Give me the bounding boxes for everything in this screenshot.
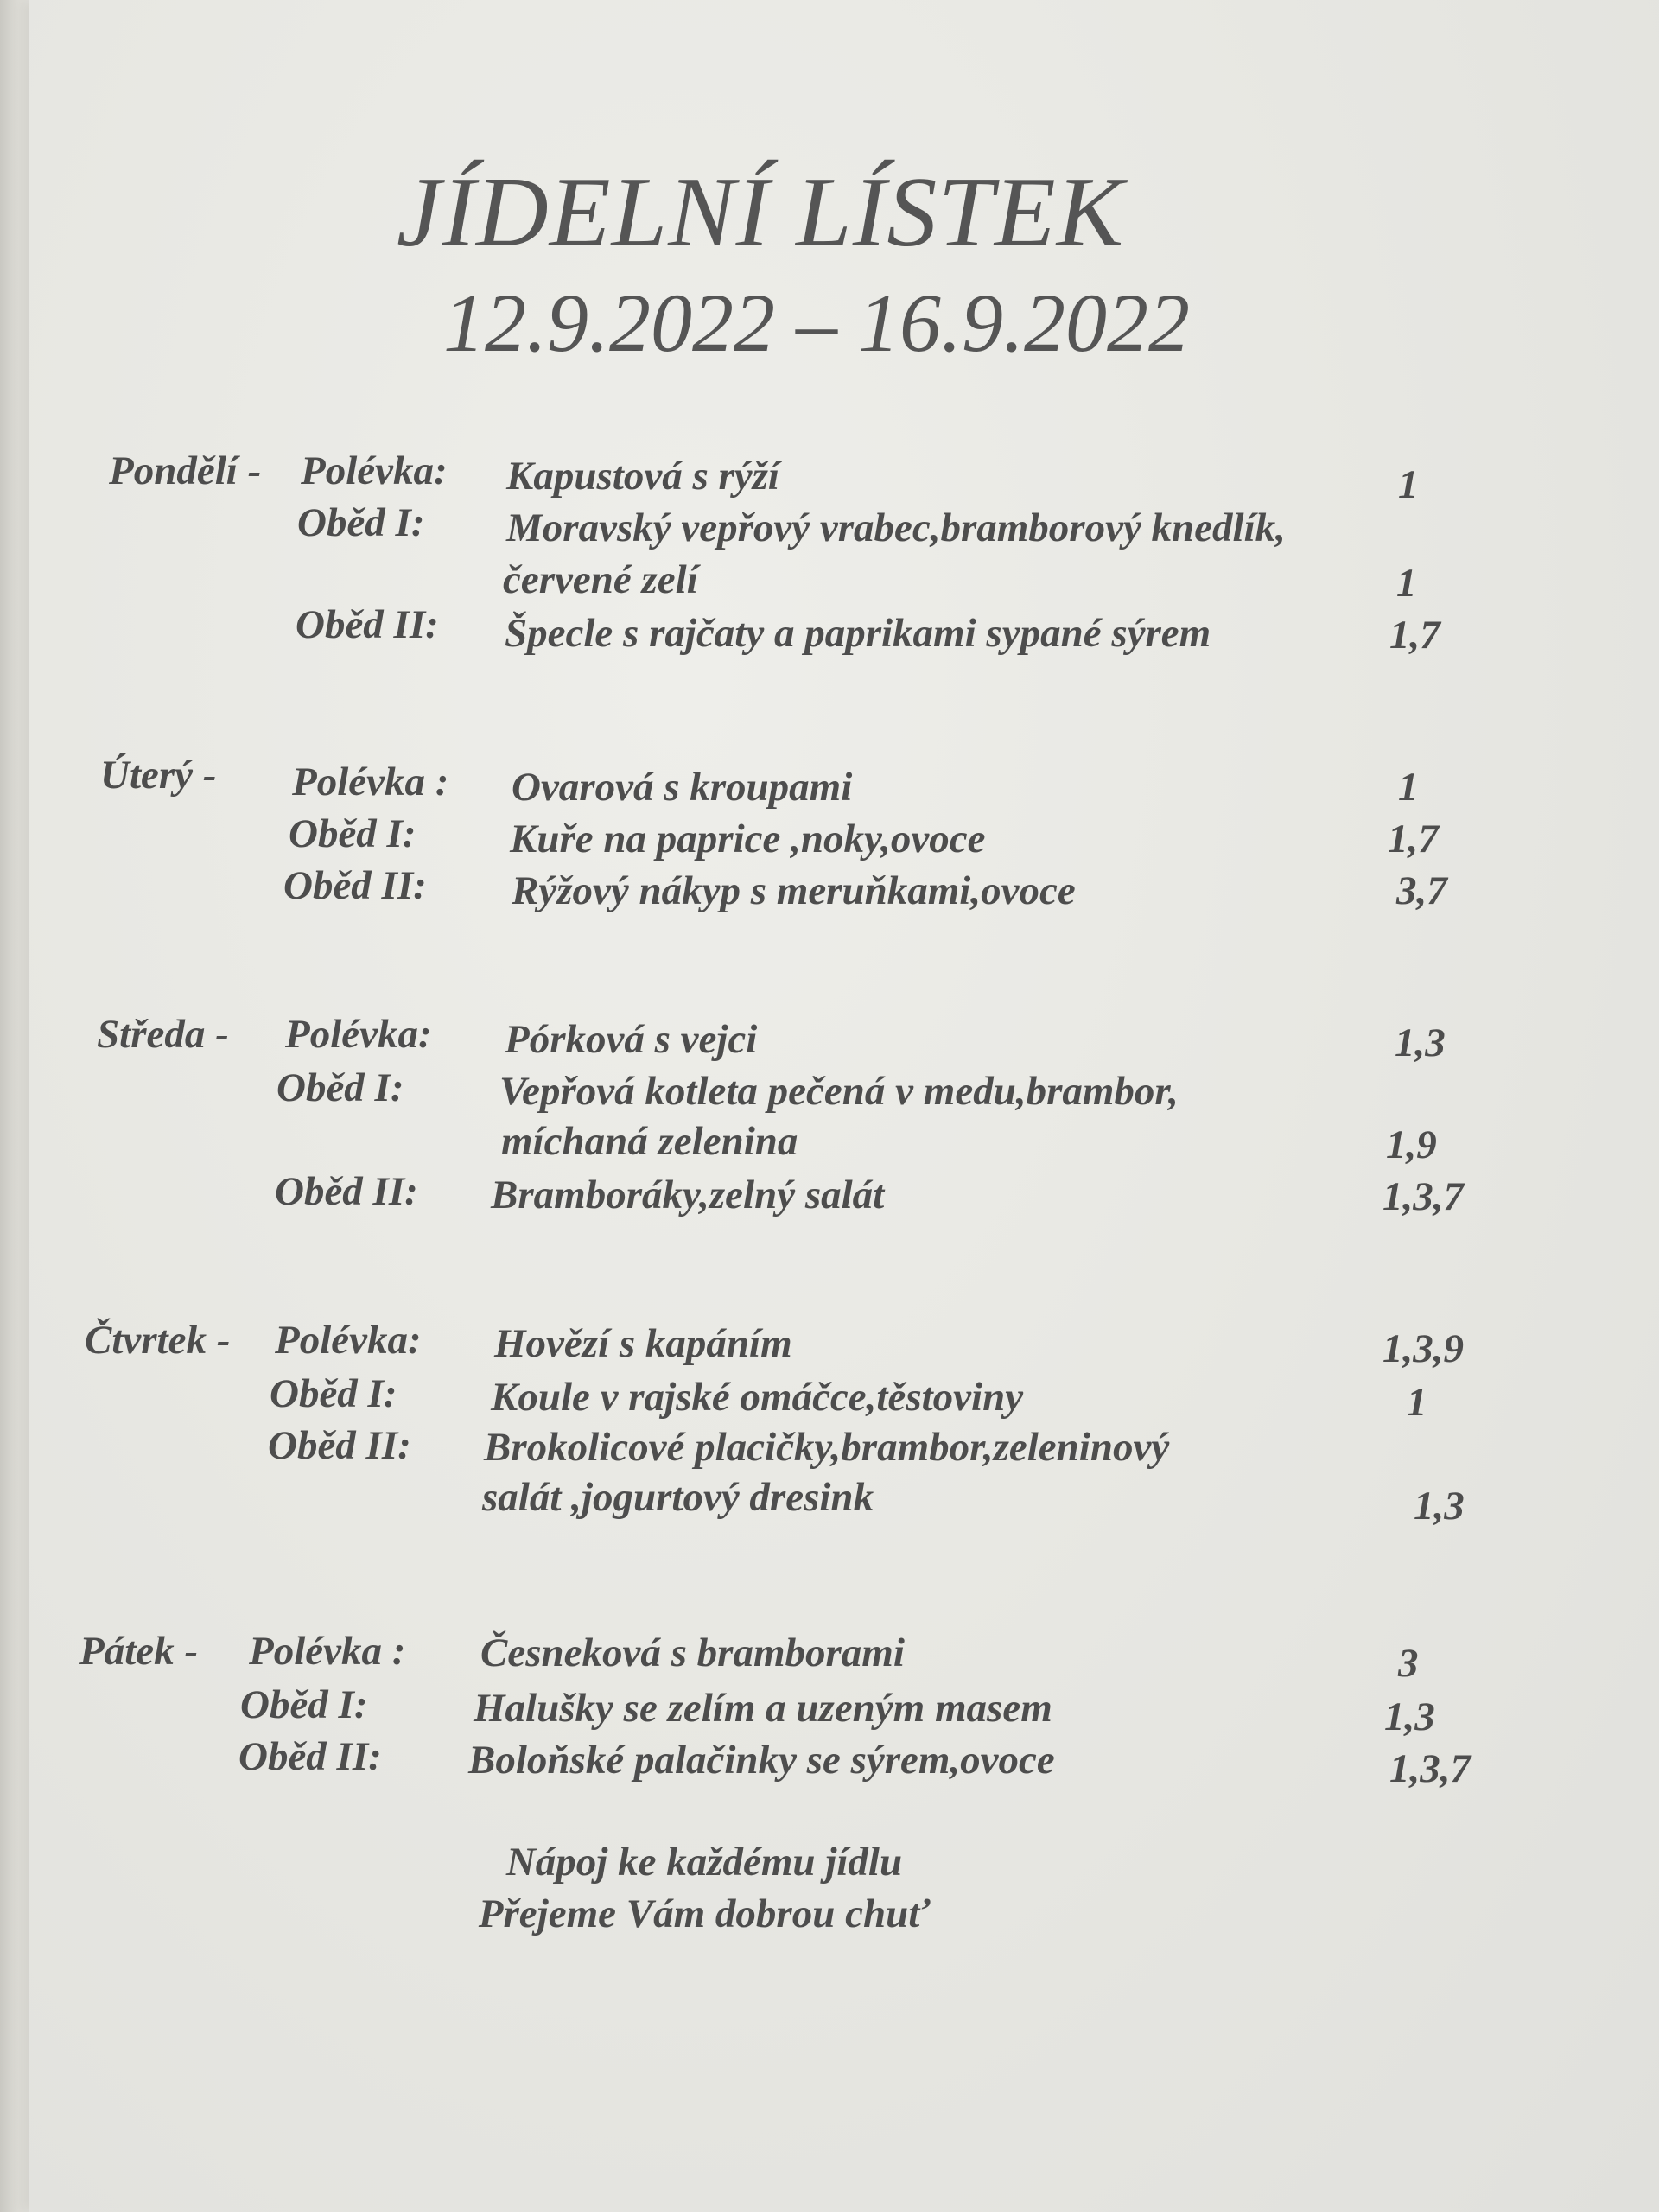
monday-lunch1-label: Oběd I: <box>297 500 425 545</box>
friday-lunch2-allergens: 1,3,7 <box>1389 1746 1471 1791</box>
monday-lunch1-dish-line1: Moravský vepřový vrabec,bramborový knedlík, <box>506 505 1286 550</box>
monday-soup-dish: Kapustová s rýží <box>506 454 779 499</box>
tuesday-soup-allergens: 1 <box>1398 765 1419 810</box>
tuesday-lunch1-allergens: 1,7 <box>1388 817 1439 861</box>
footer-drink-note: Nápoj ke každému jídlu <box>505 1840 903 1885</box>
wednesday-lunch1-dish-line2: míchaná zelenina <box>501 1119 798 1164</box>
day-wednesday: Středa - <box>97 1012 229 1057</box>
monday-lunch1-dish-line2: červené zelí <box>503 557 698 602</box>
wednesday-lunch1-dish-line1: Vepřová kotleta pečená v medu,brambor, <box>499 1069 1179 1114</box>
day-tuesday: Úterý - <box>100 753 217 798</box>
thursday-lunch1-allergens: 1 <box>1407 1380 1427 1425</box>
day-monday: Pondělí - <box>109 448 262 493</box>
monday-soup-label: Polévka: <box>301 448 448 493</box>
friday-lunch2-label: Oběd II: <box>238 1734 382 1779</box>
wednesday-lunch2-dish: Bramboráky,zelný salát <box>491 1173 885 1217</box>
monday-lunch2-label: Oběd II: <box>296 602 439 647</box>
friday-soup-dish: Česneková s bramborami <box>480 1630 905 1675</box>
thursday-lunch2-dish-line1: Brokolicové placičky,brambor,zeleninový <box>484 1425 1170 1470</box>
friday-soup-label: Polévka : <box>249 1629 406 1674</box>
tuesday-lunch2-dish: Rýžový nákyp s meruňkami,ovoce <box>512 868 1076 913</box>
wednesday-lunch2-allergens: 1,3,7 <box>1382 1174 1464 1219</box>
friday-lunch1-label: Oběd I: <box>240 1682 368 1727</box>
wednesday-soup-label: Polévka: <box>285 1012 432 1057</box>
thursday-lunch2-label: Oběd II: <box>268 1423 411 1468</box>
monday-lunch1-allergens: 1 <box>1396 561 1417 606</box>
tuesday-soup-label: Polévka : <box>292 760 449 804</box>
monday-lunch2-allergens: 1,7 <box>1389 613 1440 658</box>
friday-lunch1-dish: Halušky se zelím a uzeným masem <box>474 1686 1052 1731</box>
wednesday-soup-dish: Pórková s vejci <box>505 1017 758 1062</box>
thursday-soup-allergens: 1,3,9 <box>1382 1326 1464 1371</box>
monday-lunch2-dish: Špecle s rajčaty a paprikami sypané sýrem <box>505 611 1211 656</box>
tuesday-lunch1-label: Oběd I: <box>289 811 416 856</box>
day-thursday: Čtvrtek - <box>85 1318 231 1363</box>
monday-soup-allergens: 1 <box>1398 462 1419 507</box>
wednesday-lunch1-label: Oběd I: <box>276 1065 404 1110</box>
thursday-lunch1-dish: Koule v rajské omáčce,těstoviny <box>491 1375 1024 1420</box>
footer-greeting: Přejeme Vám dobrou chuť <box>478 1891 931 1936</box>
friday-soup-allergens: 3 <box>1398 1641 1419 1686</box>
friday-lunch2-dish: Boloňské palačinky se sýrem,ovoce <box>468 1738 1055 1783</box>
thursday-lunch1-label: Oběd I: <box>270 1371 397 1416</box>
menu-title: JÍDELNÍ LÍSTEK <box>396 157 1125 268</box>
wednesday-soup-allergens: 1,3 <box>1395 1020 1446 1065</box>
wednesday-lunch1-allergens: 1,9 <box>1386 1122 1437 1167</box>
wednesday-lunch2-label: Oběd II: <box>275 1169 418 1214</box>
tuesday-lunch2-label: Oběd II: <box>283 863 427 908</box>
friday-lunch1-allergens: 1,3 <box>1384 1694 1435 1739</box>
date-range: 12.9.2022 – 16.9.2022 <box>443 276 1190 369</box>
thursday-soup-dish: Hovězí s kapáním <box>494 1321 792 1366</box>
tuesday-soup-dish: Ovarová s kroupami <box>512 765 853 810</box>
thursday-lunch2-dish-line2: salát ,jogurtový dresink <box>482 1475 874 1520</box>
tuesday-lunch1-dish: Kuře na paprice ,noky,ovoce <box>510 817 986 861</box>
day-friday: Pátek - <box>79 1629 199 1674</box>
thursday-lunch2-allergens: 1,3 <box>1414 1484 1465 1529</box>
thursday-soup-label: Polévka: <box>275 1318 422 1363</box>
tuesday-lunch2-allergens: 3,7 <box>1396 868 1447 913</box>
